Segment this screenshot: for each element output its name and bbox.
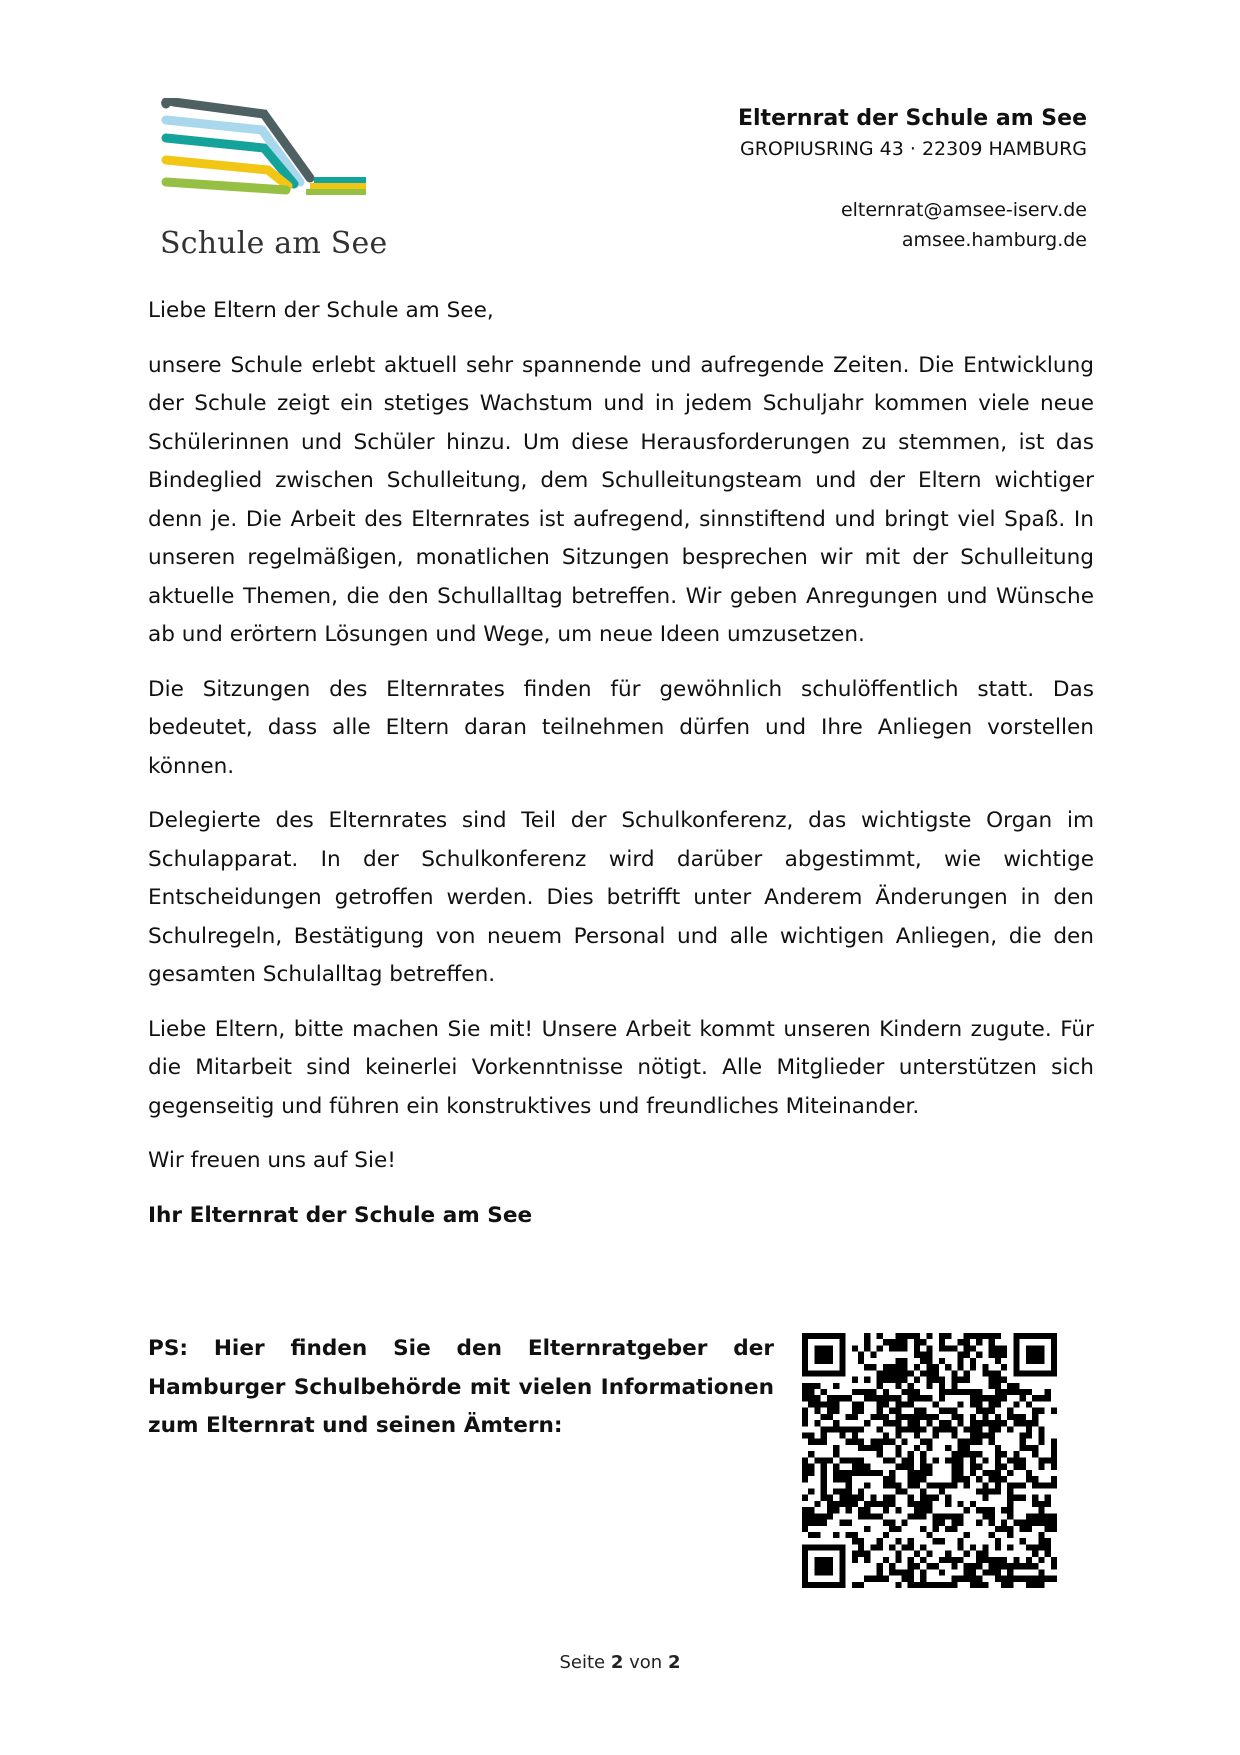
greeting: Liebe Eltern der Schule am See, (148, 298, 494, 323)
logo-book-stripes-icon (160, 98, 380, 218)
org-address: GROPIUSRING 43 · 22309 HAMBURG (739, 138, 1087, 160)
page-number (0, 1652, 1240, 1673)
org-name: Elternrat der Schule am See (737, 106, 1087, 131)
page-current: 2 (610, 1652, 624, 1673)
postscript: PS: Hier finden Sie den Elternratgeber der Hamburger Schulbehörde mit vielen Informationen zum Elternrat und seinen Ämtern: (148, 1336, 774, 1438)
letter-body (148, 292, 1094, 1251)
page-total: 2 (667, 1652, 681, 1673)
paragraph: Delegierte des Elternrates sind Teil der Schulkonferenz, das wichtigste Organ im Schulapparat. In der Schulkonferenz wird darüber abgestimmt, wie wichtige Entscheidungen getroffen werden. Dies betrifft unter Anderem Änderungen in den Schulregeln, Bestätigung von neuem Personal und alle wichtigen Anliegen, die den gesamten Schulalltag betreffen. (148, 808, 1094, 987)
qr-code-icon[interactable] (802, 1333, 1057, 1588)
paragraph: Liebe Eltern, bitte machen Sie mit! Unsere Arbeit kommt unseren Kindern zugute. Für die Mitarbeit sind keinerlei Vorkenntnisse nötigt. Alle Mitglieder unterstützen sich gegenseitig und führen ein konstruktives und freundliches Miteinander. (148, 1016, 1094, 1119)
page-separator: von (629, 1652, 663, 1673)
school-logo (160, 98, 388, 268)
paragraph: Die Sitzungen des Elternrates finden für gewöhnlich schulöffentlich statt. Das bedeutet, dass alle Eltern daran teilnehmen dürfen und Ihre Anliegen vorstellen können. (148, 676, 1094, 779)
email-link[interactable]: elternrat@amsee-iserv.de (840, 199, 1087, 221)
contact-block (738, 195, 1087, 255)
logo-school-name: Schule am See (160, 226, 388, 261)
qr-code-graphic (802, 1333, 1057, 1588)
letterhead (738, 104, 1087, 255)
page-prefix: Seite (559, 1652, 606, 1673)
signature: Ihr Elternrat der Schule am See (148, 1202, 533, 1228)
website-link[interactable]: amsee.hamburg.de (901, 229, 1087, 251)
paragraph: unsere Schule erlebt aktuell sehr spannende und aufregende Zeiten. Die Entwicklung der Schule zeigt ein stetiges Wachstum und in jedem Schuljahr kommen viele neue Schülerinnen und Schüler hinzu. Um diese Herausforderungen zu stemmen, ist das Bindeglied zwischen Schulleitung, dem Schulleitungsteam und der Eltern wichtiger denn je. Die Arbeit des Elternrates ist aufregend, sinnstiftend und bringt viel Spaß. In unseren regelmäßigen, monatlichen Sitzungen besprechen wir mit der Schulleitung aktuelle Themen, die den Schullalltag betreffen. Wir geben Anregungen und Wünsche ab und erörtern Lösungen und Wege, um neue Ideen umzusetzen. (148, 352, 1094, 647)
closing: Wir freuen uns auf Sie! (148, 1148, 396, 1173)
logo-stripes (166, 101, 366, 192)
